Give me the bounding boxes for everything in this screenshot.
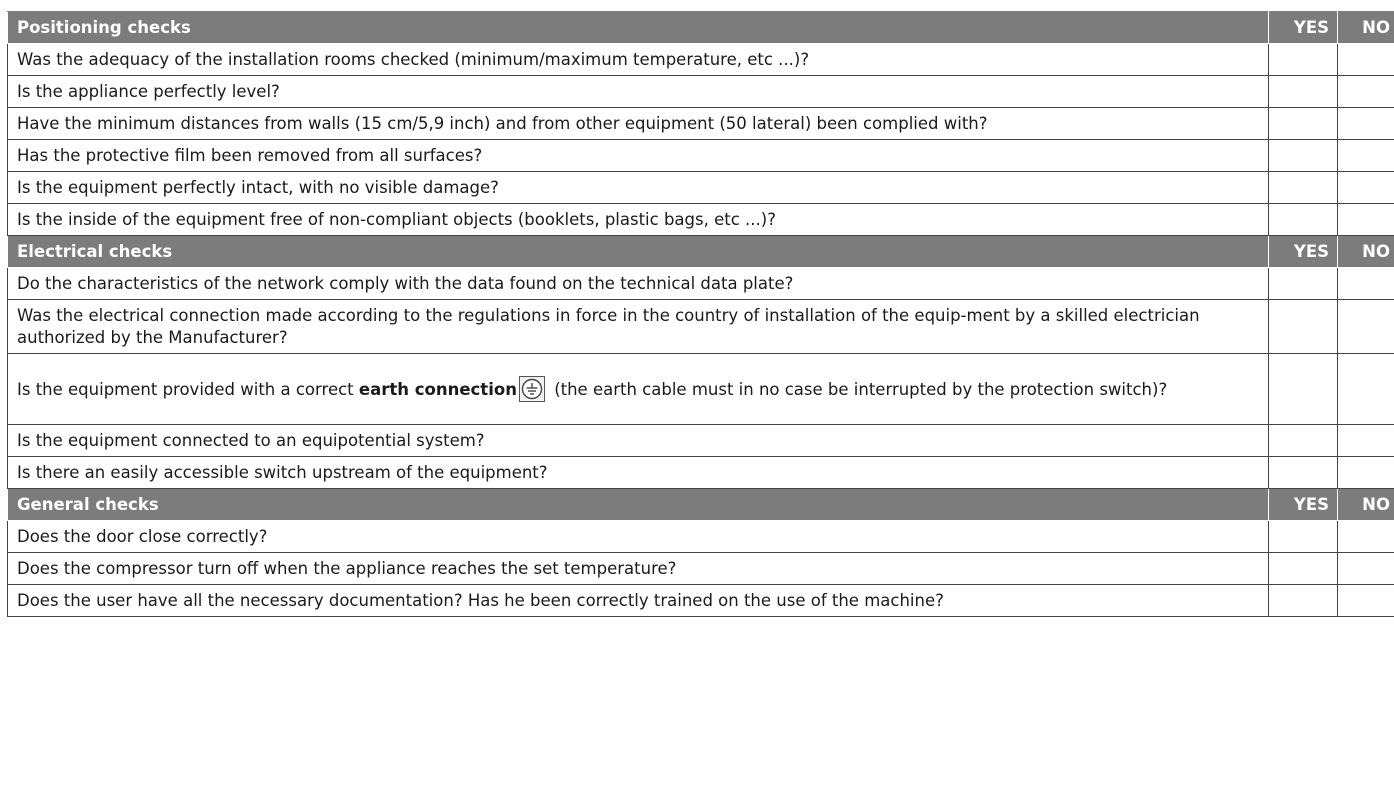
checklist-row [8, 44, 1394, 76]
question-text: Does the user have all the necessary documentation? Has he been correctly trained on the use of the machine? [8, 585, 1269, 617]
checklist-row [8, 76, 1394, 108]
yes-checkbox-cell[interactable] [1269, 268, 1338, 300]
checklist-row [8, 268, 1394, 300]
installation-checklist [7, 11, 1394, 617]
section-header-electrical [8, 236, 1394, 268]
checklist-row [8, 457, 1394, 489]
yes-checkbox-cell[interactable] [1269, 108, 1338, 140]
yes-checkbox-cell[interactable] [1269, 354, 1338, 425]
no-checkbox-cell[interactable] [1338, 172, 1394, 204]
section-title: Positioning checks [8, 12, 1269, 44]
yes-checkbox-cell[interactable] [1269, 44, 1338, 76]
yes-checkbox-cell[interactable] [1269, 76, 1338, 108]
no-checkbox-cell[interactable] [1338, 140, 1394, 172]
question-text [8, 354, 1269, 425]
no-checkbox-cell[interactable] [1338, 553, 1394, 585]
question-text: Is the equipment connected to an equipotential system? [8, 425, 1269, 457]
yes-column-header: YES [1269, 236, 1338, 268]
checklist-row [8, 300, 1394, 354]
question-text: Is there an easily accessible switch upstream of the equipment? [8, 457, 1269, 489]
question-text-after: (the earth cable must in no case be interrupted by the protection switch)? [548, 380, 1168, 399]
yes-checkbox-cell[interactable] [1269, 140, 1338, 172]
section-title: General checks [8, 489, 1269, 521]
no-checkbox-cell[interactable] [1338, 457, 1394, 489]
no-checkbox-cell[interactable] [1338, 585, 1394, 617]
question-text: Is the equipment perfectly intact, with no visible damage? [8, 172, 1269, 204]
question-text: Have the minimum distances from walls (15 cm/5,9 inch) and from other equipment (50 lateral) been complied with? [8, 108, 1269, 140]
checklist-row [8, 204, 1394, 236]
checklist-row [8, 585, 1394, 617]
no-checkbox-cell[interactable] [1338, 521, 1394, 553]
question-text: Was the adequacy of the installation rooms checked (minimum/maximum temperature, etc ...)? [8, 44, 1269, 76]
question-text: Does the compressor turn off when the appliance reaches the set temperature? [8, 553, 1269, 585]
question-text: Was the electrical connection made according to the regulations in force in the country of installation of the equip-ment by a skilled electrician authorized by the Manufacturer? [8, 300, 1269, 354]
yes-checkbox-cell[interactable] [1269, 300, 1338, 354]
yes-checkbox-cell[interactable] [1269, 204, 1338, 236]
no-checkbox-cell[interactable] [1338, 76, 1394, 108]
checklist-row [8, 140, 1394, 172]
no-column-header: NO [1338, 236, 1394, 268]
no-checkbox-cell[interactable] [1338, 108, 1394, 140]
no-column-header: NO [1338, 489, 1394, 521]
no-column-header: NO [1338, 12, 1394, 44]
question-text: Is the inside of the equipment free of non-compliant objects (booklets, plastic bags, etc ...)? [8, 204, 1269, 236]
yes-checkbox-cell[interactable] [1269, 553, 1338, 585]
yes-checkbox-cell[interactable] [1269, 585, 1338, 617]
question-text: Does the door close correctly? [8, 521, 1269, 553]
section-title: Electrical checks [8, 236, 1269, 268]
checklist-row [8, 425, 1394, 457]
yes-checkbox-cell[interactable] [1269, 172, 1338, 204]
yes-column-header: YES [1269, 489, 1338, 521]
checklist-row [8, 521, 1394, 553]
checklist-row [8, 172, 1394, 204]
question-text: Do the characteristics of the network comply with the data found on the technical data plate? [8, 268, 1269, 300]
yes-checkbox-cell[interactable] [1269, 521, 1338, 553]
checklist-row-earth [8, 354, 1394, 425]
yes-checkbox-cell[interactable] [1269, 457, 1338, 489]
question-text: Is the appliance perfectly level? [8, 76, 1269, 108]
no-checkbox-cell[interactable] [1338, 354, 1394, 425]
no-checkbox-cell[interactable] [1338, 204, 1394, 236]
section-header-general [8, 489, 1394, 521]
no-checkbox-cell[interactable] [1338, 425, 1394, 457]
yes-checkbox-cell[interactable] [1269, 425, 1338, 457]
no-checkbox-cell[interactable] [1338, 268, 1394, 300]
section-header-positioning [8, 12, 1394, 44]
no-checkbox-cell[interactable] [1338, 300, 1394, 354]
earth-ground-icon [519, 376, 545, 402]
earth-connection-label: earth connection [358, 380, 517, 399]
no-checkbox-cell[interactable] [1338, 44, 1394, 76]
question-text-before: Is the equipment provided with a correct [17, 380, 359, 399]
question-text: Has the protective film been removed from all surfaces? [8, 140, 1269, 172]
yes-column-header: YES [1269, 12, 1338, 44]
checklist-row [8, 553, 1394, 585]
checklist-row [8, 108, 1394, 140]
